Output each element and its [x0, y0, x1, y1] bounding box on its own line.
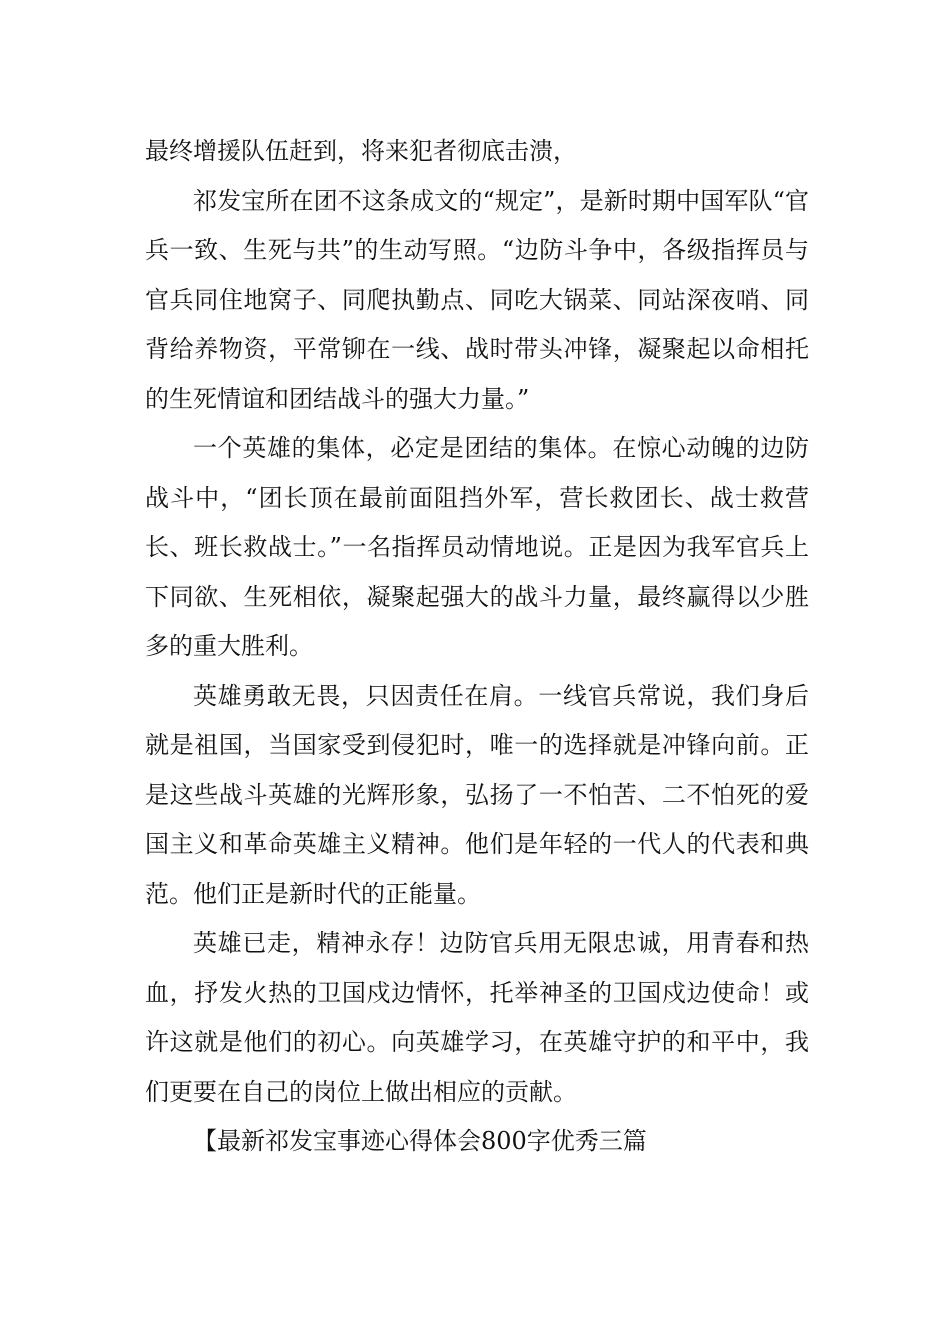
article-title-link: 【最新祁发宝事迹心得体会800字优秀三篇 [193, 1127, 647, 1155]
paragraph-2: 祁发宝所在团不这条成文的“规定”，是新时期中国军队“官兵一致、生死与共”的生动写照。“边防斗争中，各级指挥员与官兵同住地窝子、同爬执勤点、同吃大锅菜、同站深夜哨、同背给养物资，平常铆在一线、战时带头冲锋，凝聚起以命相托的生死情谊和团结战斗的强大力量。” [145, 186, 809, 413]
paragraph-3: 一个英雄的集体，必定是团结的集体。在惊心动魄的边防战斗中，“团长顶在最前面阻挡外军，营长救团长、战士救营长、班长救战士。”一名指挥员动情地说。正是因为我军官兵上下同欲、生死相依，凝聚起强大的战斗力量，最终赢得以少胜多的重大胜利。 [145, 434, 809, 660]
paragraph-4: 英雄勇敢无畏，只因责任在肩。一线官兵常说，我们身后就是祖国，当国家受到侵犯时，唯一的选择就是冲锋向前。正是这些战斗英雄的光辉形象，弘扬了一不怕苦、二不怕死的爱国主义和革命英雄主义精神。他们是年轻的一代人的代表和典范。他们正是新时代的正能量。 [145, 681, 809, 908]
paragraph-5: 英雄已走，精神永存！边防官兵用无限忠诚，用青春和热血，抒发火热的卫国戍边情怀，托举神圣的卫国戍边使命！或许这就是他们的初心。向英雄学习，在英雄守护的和平中，我们更要在自己的岗位上做出相应的贡献。 [145, 929, 809, 1106]
document-body [145, 127, 809, 1167]
paragraph-1: 最终增援队伍赶到，将来犯者彻底击溃， [145, 137, 577, 165]
